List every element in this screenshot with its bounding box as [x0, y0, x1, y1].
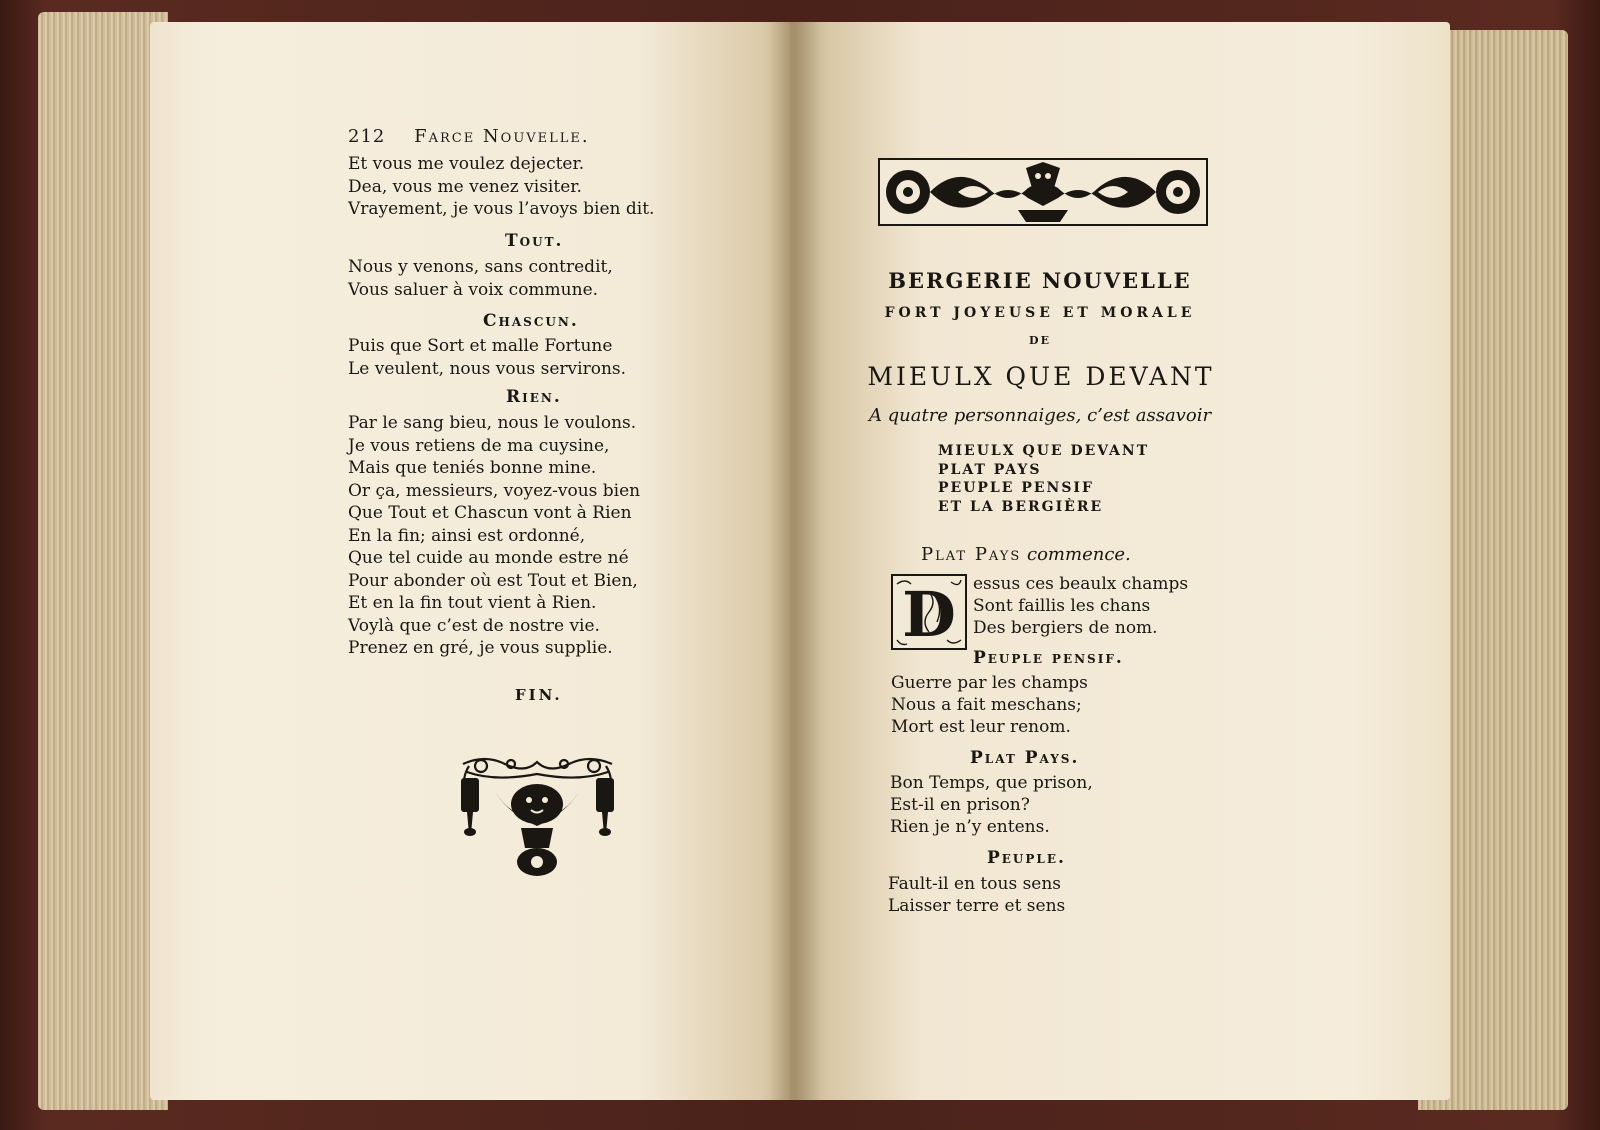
verse-line: Des bergiers de nom. — [973, 618, 1158, 638]
verse-line: Bon Temps, que prison, — [890, 773, 1093, 793]
verse-line: En la fin; ainsi est ordonné, — [348, 525, 586, 546]
running-title: Farce Nouvelle. — [414, 126, 590, 147]
verse-block — [348, 153, 654, 221]
play-title-line2: FORT JOYEUSE ET MORALE — [884, 305, 1196, 321]
verse-line: Nous y venons, sans contredit, — [348, 257, 613, 277]
verse-block — [888, 873, 1065, 917]
verse-line: Puis que Sort et malle Fortune — [348, 336, 613, 356]
verse-line: Pour abonder où est Tout et Bien, — [348, 570, 638, 591]
verse-line: Or ça, messieurs, voyez-vous bien — [348, 480, 641, 501]
speaker-heading: Peuple. — [987, 848, 1066, 868]
opening-action: commence. — [1027, 544, 1131, 565]
verse-line: Rien je n’y entens. — [890, 817, 1050, 837]
running-head — [348, 126, 648, 147]
verse-line: Que tel cuide au monde estre né — [348, 548, 629, 568]
verse-line: Est-il en prison? — [890, 795, 1030, 815]
verse-line: Le veulent, nous vous servirons. — [348, 358, 627, 379]
cast-member: ET LA BERGIÈRE — [938, 498, 1104, 515]
speaker-heading: Chascun. — [483, 311, 579, 331]
fin-label: FIN. — [515, 686, 563, 704]
verse-block — [891, 672, 1088, 738]
play-title-main: MIEULX QUE DEVANT — [867, 362, 1215, 391]
verse-line: Je vous retiens de ma cuysine, — [348, 435, 610, 456]
verse-block — [890, 772, 1093, 838]
opening-stage-direction — [921, 544, 1131, 565]
speaker-heading: Rien. — [506, 387, 562, 407]
verse-block — [348, 412, 640, 660]
verse-line: Et vous me voulez dejecter. — [348, 154, 585, 174]
verse-block — [348, 256, 613, 301]
cast-member: PEUPLE PENSIF — [938, 480, 1094, 496]
drop-cap-letter: D — [902, 578, 956, 650]
left-page-edges — [38, 12, 168, 1110]
ornamental-tailpiece-icon — [455, 752, 620, 880]
cast-member: MIEULX QUE DEVANT — [938, 443, 1150, 459]
drop-cap-d-icon — [891, 574, 967, 650]
verse-line: Mort est leur renom. — [891, 717, 1071, 737]
verse-line: Prenez en gré, je vous supplie. — [348, 638, 613, 658]
page-number: 212 — [348, 126, 386, 147]
verse-line: Voylà que c’est de nostre vie. — [348, 615, 600, 636]
verse-line: Mais que teniés bonne mine. — [348, 458, 597, 478]
play-title-line3: DE — [1029, 334, 1051, 347]
verse-line: Vrayement, je vous l’avoys bien dit. — [348, 199, 655, 219]
speaker-heading: Plat Pays. — [970, 748, 1080, 768]
play-subtitle: A quatre personnaiges, c’est assavoir — [868, 405, 1212, 426]
verse-line: Laisser terre et sens — [888, 896, 1066, 916]
verse-line: Et en la fin tout vient à Rien. — [348, 593, 597, 613]
verse-block — [973, 573, 1188, 639]
verse-line: Par le sang bieu, nous le voulons. — [348, 413, 637, 433]
verse-line: Nous a fait meschans; — [891, 695, 1082, 715]
verse-block — [348, 335, 626, 380]
speaker-heading: Peuple pensif. — [973, 648, 1124, 668]
verse-line: Fault-il en tous sens — [888, 874, 1062, 894]
verse-line: Vous saluer à voix commune. — [348, 279, 599, 300]
verse-line: Guerre par les champs — [891, 673, 1088, 693]
verse-line: essus ces beaulx champs — [973, 574, 1189, 594]
opening-speaker: Plat Pays — [921, 544, 1022, 565]
verse-line: Dea, vous me venez visiter. — [348, 176, 582, 197]
book-gutter — [770, 22, 820, 1100]
verse-line: Sont faillis les chans — [973, 596, 1151, 616]
speaker-heading: Tout. — [505, 231, 564, 251]
ornamental-headpiece-icon — [878, 158, 1208, 226]
verse-line: Que Tout et Chascun vont à Rien — [348, 503, 632, 523]
cast-member: PLAT PAYS — [938, 461, 1042, 478]
play-title-line1: BERGERIE NOUVELLE — [888, 268, 1192, 293]
cast-list — [938, 442, 1149, 516]
